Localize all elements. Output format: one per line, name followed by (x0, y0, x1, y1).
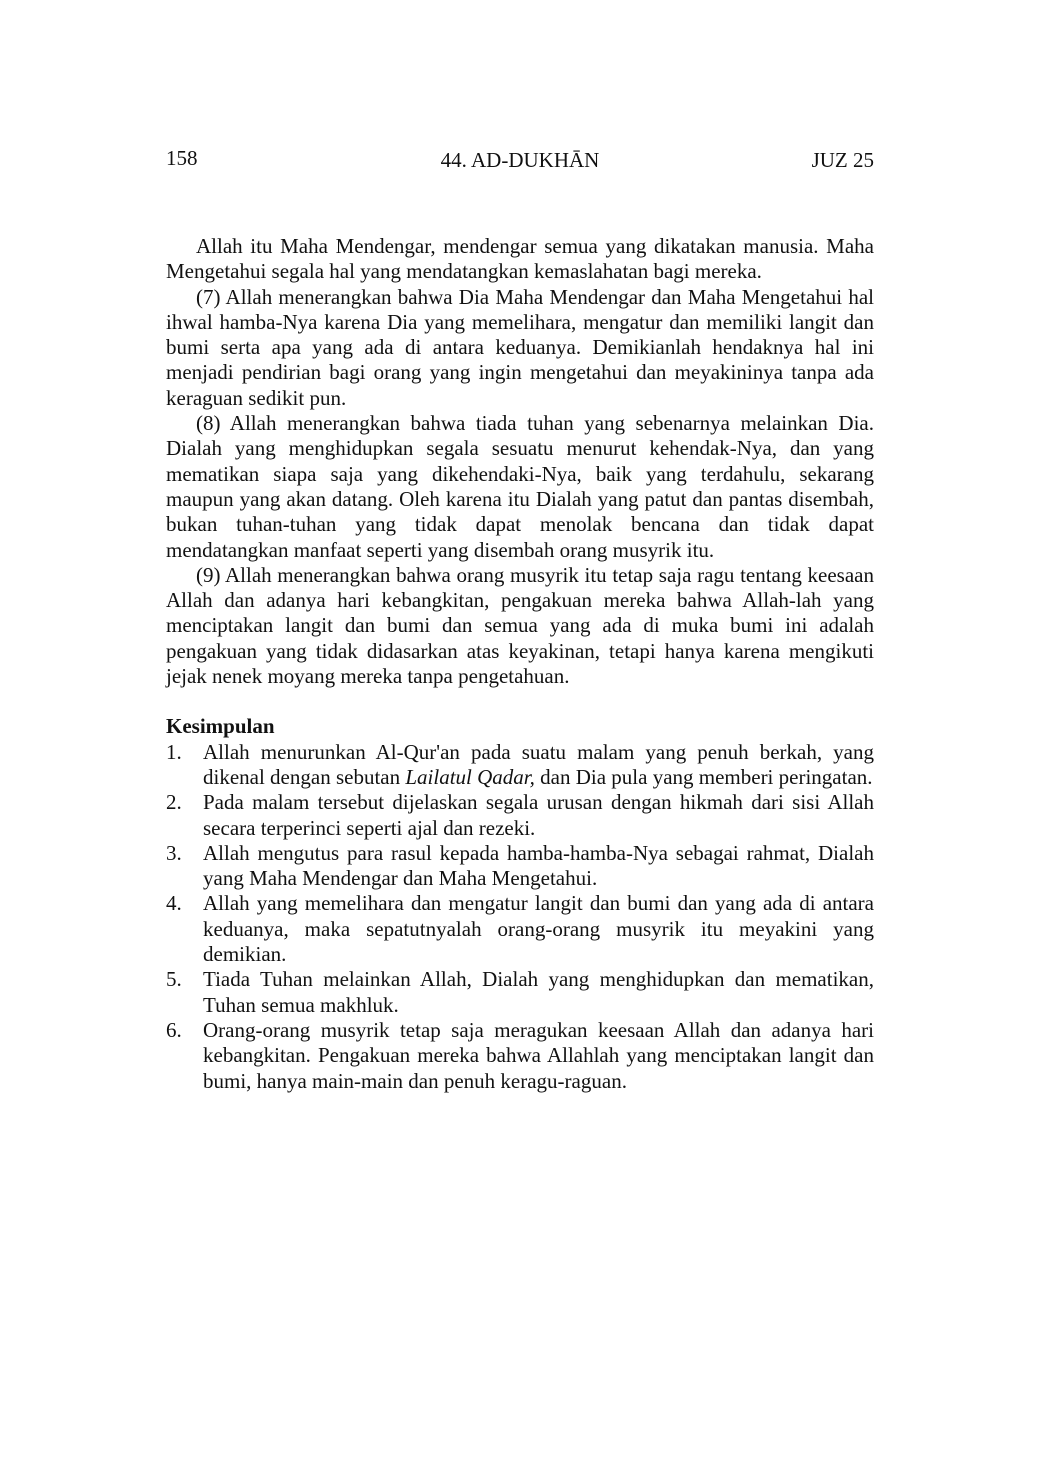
list-item-italic-term: Lailatul Qadar, (405, 764, 535, 789)
list-item-text: Allah mengutus para rasul kepada hamba-hamba-Nya sebagai rahmat, Dialah yang Maha Mendengar dan Maha Mengetahui. (203, 840, 874, 891)
list-item-text: Orang-orang musyrik tetap saja meragukan keesaan Allah dan adanya hari kebangkitan. Pengakuan mereka bahwa Allahlah yang menciptakan langit dan bumi, hanya main-main dan penuh keragu-raguan. (203, 1017, 874, 1093)
paragraph-verse-9: (9) Allah menerangkan bahwa orang musyrik itu tetap saja ragu tentang keesaan Allah dan adanya hari kebangkitan, pengakuan mereka bahwa Allah-lah yang menciptakan langit dan bumi dan semua yang ada di muka bumi ini adalah pengakuan yang tidak didasarkan atas keyakinan, tetapi hanya karena mengikuti jejak nenek moyang mereka tanpa pengetahuan. (166, 562, 874, 689)
page-header (166, 146, 874, 174)
list-item-number: 3. (166, 840, 182, 865)
list-item-number: 4. (166, 891, 182, 916)
list-item-text: Tiada Tuhan melainkan Allah, Dialah yang menghidupkan dan mematikan, Tuhan semua makhluk. (203, 967, 874, 1017)
conclusion-heading: Kesimpulan (166, 714, 275, 739)
paragraph-verse-8: (8) Allah menerangkan bahwa tiada tuhan yang sebenarnya melainkan Dia. Dialah yang menghidupkan segala sesuatu menurut kehendak-Nya, dan yang mematikan siapa saja yang dikehendaki-Nya, baik yang terdahulu, sekarang maupun yang akan datang. Oleh karena itu Dialah yang patut dan pantas disembah, bukan tuhan-tuhan yang tidak dapat menolak bencana dan tidak dapat mendatangkan manfaat seperti yang disembah orang musyrik itu. (166, 411, 874, 562)
list-item (166, 790, 874, 841)
juz-label: JUZ 25 (811, 148, 874, 172)
list-item (166, 967, 874, 1018)
paragraph-verse-7: (7) Allah menerangkan bahwa Dia Maha Mendengar dan Maha Mengetahui hal ihwal hamba-Nya karena Dia yang memelihara, mengatur dan memiliki langit dan bumi serta apa yang ada di antara keduanya. Demikianlah hendaknya hal ini menjadi pendirian bagi orang yang ingin mengetahui dan meyakininya tanpa ada keraguan sedikit pun. (166, 284, 874, 410)
list-item-number: 5. (166, 967, 182, 992)
list-item (166, 1018, 874, 1094)
list-item (166, 891, 874, 967)
list-item-text: Allah menurunkan Al-Qur'an pada suatu malam yang penuh berkah, yang dikenal dengan sebutan (203, 739, 874, 789)
list-item-number: 1. (166, 739, 182, 764)
chapter-title: 44. AD-DUKHĀN (440, 148, 600, 172)
conclusion-list (166, 740, 874, 1094)
list-item-text-end: dan Dia pula yang memberi peringatan. (534, 764, 873, 789)
list-item-text: Pada malam tersebut dijelaskan segala urusan dengan hikmah dari sisi Allah secara terperinci seperti ajal dan rezeki. (203, 790, 874, 840)
page-number: 158 (166, 146, 198, 170)
paragraph-intro: Allah itu Maha Mendengar, mendengar semua yang dikatakan manusia. Maha Mengetahui segala hal yang mendatangkan kemaslahatan bagi mereka. (166, 234, 874, 284)
page-body (166, 234, 874, 1094)
list-item (166, 740, 874, 791)
list-item (166, 841, 874, 892)
list-item-text: Allah yang memelihara dan mengatur langit dan bumi dan yang ada di antara keduanya, maka sepatutnyalah orang-orang musyrik itu meyakini yang demikian. (203, 891, 874, 967)
list-item-number: 2. (166, 790, 182, 815)
list-item-number: 6. (166, 1017, 182, 1042)
